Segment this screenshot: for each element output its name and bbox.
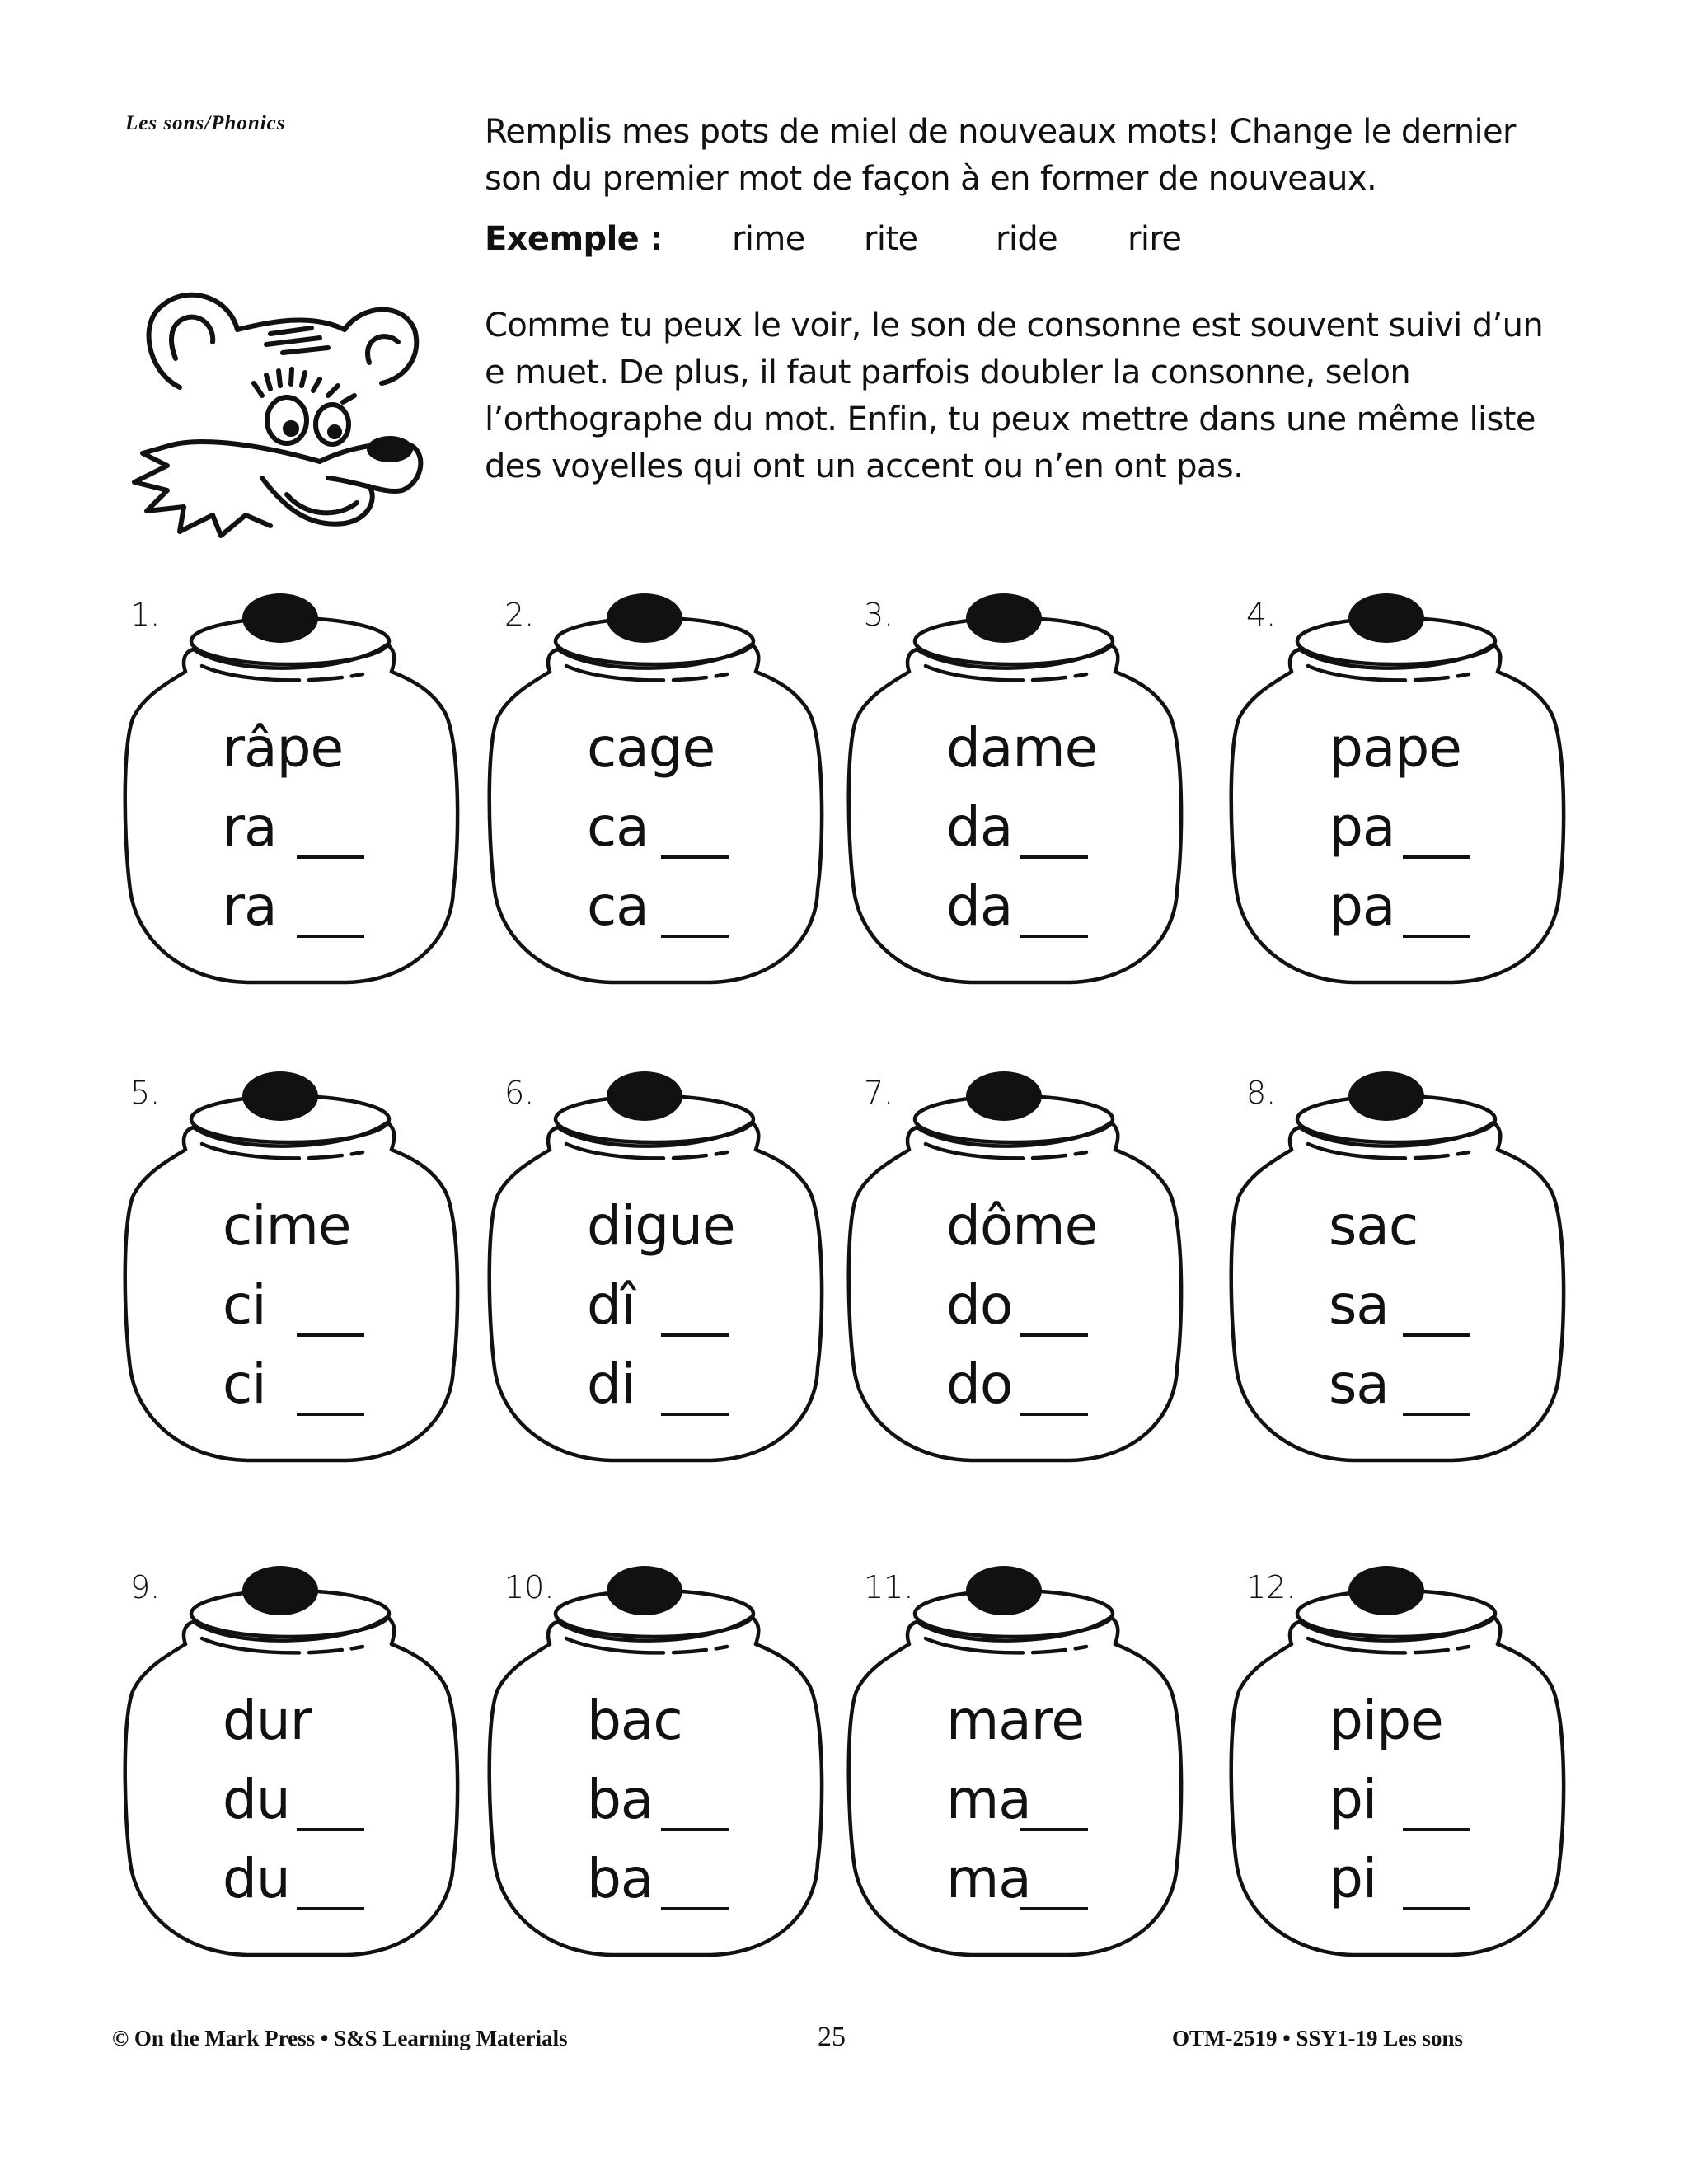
honey-jar: [839, 1566, 1202, 1961]
example-word: ride: [996, 220, 1058, 258]
jar-base-word: digue: [587, 1194, 735, 1258]
jar-base-word: dur: [223, 1689, 312, 1752]
jar-word-list: [839, 1681, 1202, 1919]
answer-blank[interactable]: [661, 1413, 729, 1416]
jar-stem: do: [946, 1273, 1013, 1337]
answer-blank[interactable]: [661, 1333, 729, 1337]
honey-jar: [480, 593, 842, 989]
jar-stem: pi: [1329, 1847, 1377, 1910]
answer-blank[interactable]: [297, 1907, 364, 1910]
honey-jar: [115, 1071, 478, 1467]
jar-word-list: [839, 709, 1202, 946]
jar-base-word: mare: [946, 1689, 1085, 1752]
jar-stem: du: [223, 1768, 290, 1831]
jar-stem: di: [587, 1352, 635, 1416]
answer-blank[interactable]: [297, 855, 364, 859]
jar-number: 5.: [130, 1075, 161, 1111]
jar-number: 6.: [504, 1075, 535, 1111]
jar-number: 4.: [1246, 597, 1277, 633]
example-row: [485, 216, 1573, 263]
answer-blank[interactable]: [1403, 1907, 1470, 1910]
jar-base-word: cime: [223, 1194, 351, 1258]
jar-stem: ma: [946, 1768, 1031, 1831]
jar-stem: ra: [223, 874, 277, 938]
honey-jar: [115, 593, 478, 989]
jar-number: 3.: [864, 597, 894, 633]
answer-blank[interactable]: [1403, 1333, 1470, 1337]
answer-blank[interactable]: [661, 855, 729, 859]
answer-blank[interactable]: [1403, 1413, 1470, 1416]
section-label: Les sons/Phonics: [125, 112, 286, 134]
jar-stem: ca: [587, 795, 649, 859]
jar-word-list: [480, 709, 842, 946]
example-word: rire: [1128, 220, 1182, 258]
jar-stem: sa: [1329, 1352, 1389, 1416]
answer-blank[interactable]: [1020, 1828, 1088, 1831]
jar-stem: da: [946, 795, 1013, 859]
jar-stem: sa: [1329, 1273, 1389, 1337]
honey-jar-grid: [124, 593, 1574, 1961]
answer-blank[interactable]: [1020, 855, 1088, 859]
jar-number: 8.: [1246, 1075, 1277, 1111]
answer-blank[interactable]: [297, 1413, 364, 1416]
example-label: Exemple :: [485, 220, 663, 258]
note-text: Comme tu peux le voir, le son de consonne est souvent suivi d’un e muet. De plus, il faut parfois doubler la consonne, selon l’orthographe du mot. Enfin, tu peux mettre dans une même liste des voyelles qui ont un accent ou n’en ont pas.: [485, 307, 1544, 485]
jar-base-word: dame: [946, 716, 1098, 780]
jar-base-word: dôme: [946, 1194, 1098, 1258]
answer-blank[interactable]: [661, 935, 729, 938]
page-number: 25: [818, 2022, 846, 2052]
answer-blank[interactable]: [1020, 935, 1088, 938]
jar-stem: ma: [946, 1847, 1031, 1910]
jar-number: 9.: [130, 1569, 161, 1605]
jar-word-list: [115, 709, 478, 946]
jar-stem: pa: [1329, 874, 1395, 938]
answer-blank[interactable]: [1020, 1907, 1088, 1910]
answer-blank[interactable]: [1403, 1828, 1470, 1831]
jar-word-list: [480, 1681, 842, 1919]
jar-word-list: [115, 1187, 478, 1424]
instructions-block: [485, 109, 1573, 490]
jar-word-list: [1221, 1187, 1584, 1424]
answer-blank[interactable]: [1403, 935, 1470, 938]
footer-product-code: OTM-2519 • SSY1-19 Les sons: [1172, 2026, 1463, 2050]
honey-jar: [480, 1566, 842, 1961]
honey-jar: [839, 1071, 1202, 1467]
jar-base-word: râpe: [223, 716, 344, 780]
example-word: rite: [864, 220, 918, 258]
jar-stem: ra: [223, 795, 277, 859]
jar-stem: pi: [1329, 1768, 1377, 1831]
jar-stem: do: [946, 1352, 1013, 1416]
honey-jar: [1221, 593, 1584, 989]
jar-word-list: [839, 1187, 1202, 1424]
jar-number: 1.: [130, 597, 161, 633]
honey-jar: [1221, 1071, 1584, 1467]
jar-base-word: bac: [587, 1689, 682, 1752]
jar-stem: ci: [223, 1273, 266, 1337]
jar-base-word: pipe: [1329, 1689, 1443, 1752]
jar-word-list: [1221, 709, 1584, 946]
answer-blank[interactable]: [297, 935, 364, 938]
jar-number: 11.: [864, 1569, 914, 1605]
jar-stem: du: [223, 1847, 290, 1910]
jar-stem: ca: [587, 874, 649, 938]
answer-blank[interactable]: [661, 1828, 729, 1831]
answer-blank[interactable]: [297, 1828, 364, 1831]
jar-stem: ci: [223, 1352, 266, 1416]
answer-blank[interactable]: [661, 1907, 729, 1910]
jar-stem: pa: [1329, 795, 1395, 859]
jar-stem: ba: [587, 1847, 654, 1910]
jar-base-word: pape: [1329, 716, 1461, 780]
answer-blank[interactable]: [1403, 855, 1470, 859]
footer-publisher: © On the Mark Press • S&S Learning Materials: [112, 2026, 568, 2050]
jar-stem: ba: [587, 1768, 654, 1831]
answer-blank[interactable]: [297, 1333, 364, 1337]
answer-blank[interactable]: [1020, 1333, 1088, 1337]
honey-jar: [839, 593, 1202, 989]
bear-face-icon: [122, 198, 452, 544]
honey-jar: [480, 1071, 842, 1467]
jar-word-list: [115, 1681, 478, 1919]
jar-number: 12.: [1246, 1569, 1296, 1605]
jar-stem: da: [946, 874, 1013, 938]
jar-word-list: [480, 1187, 842, 1424]
jar-base-word: sac: [1329, 1194, 1418, 1258]
jar-word-list: [1221, 1681, 1584, 1919]
jar-stem: dî: [587, 1273, 635, 1337]
honey-jar: [115, 1566, 478, 1961]
answer-blank[interactable]: [1020, 1413, 1088, 1416]
jar-number: 10.: [504, 1569, 555, 1605]
jar-base-word: cage: [587, 716, 715, 780]
example-word: rime: [732, 220, 805, 258]
jar-number: 7.: [864, 1075, 894, 1111]
jar-number: 2.: [504, 597, 535, 633]
honey-jar: [1221, 1566, 1584, 1961]
intro-text: Remplis mes pots de miel de nouveaux mots! Change le dernier son du premier mot de façon à en former de nouveaux.: [485, 113, 1516, 198]
